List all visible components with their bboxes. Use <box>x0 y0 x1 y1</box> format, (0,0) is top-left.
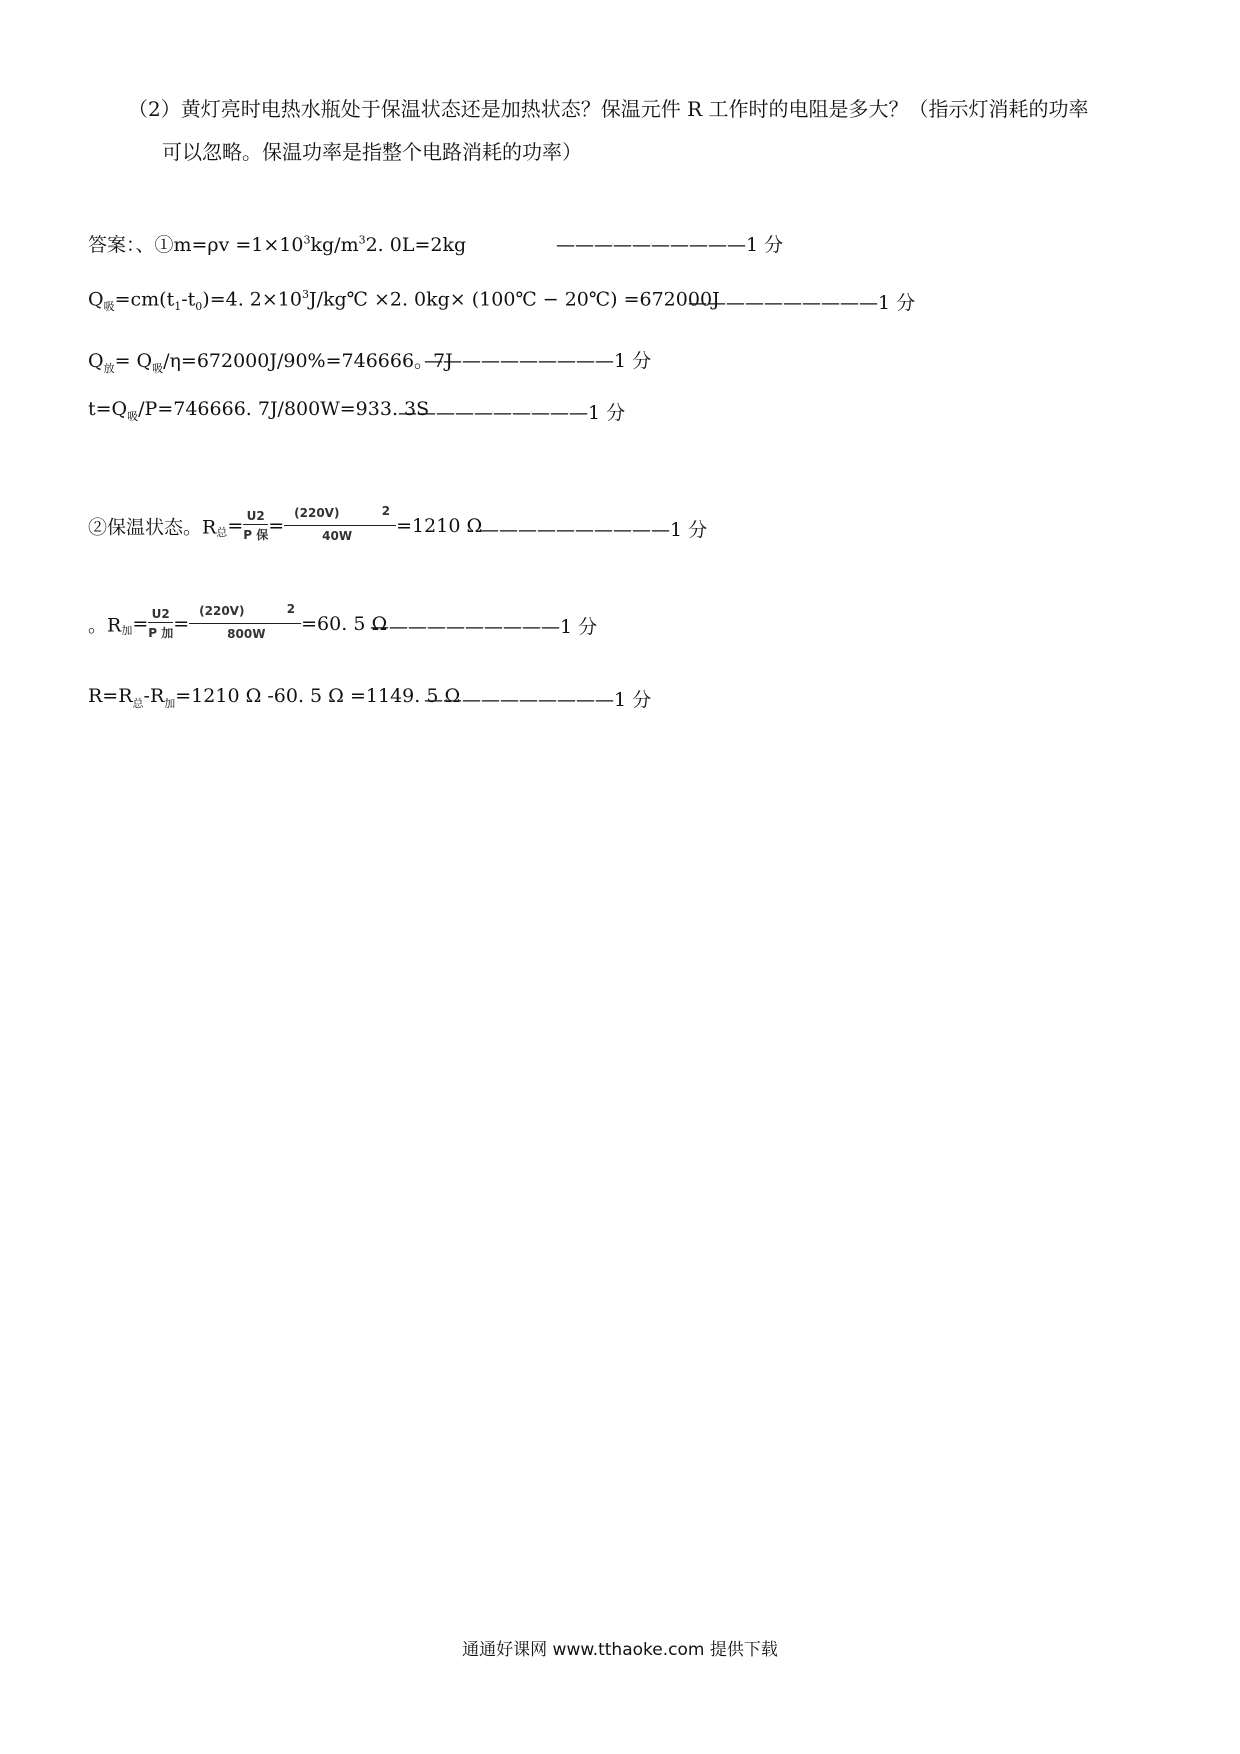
answer-time-line: $t=Q_吸/P=746666$. 7J/800W=933. 3S <box>88 398 430 423</box>
page-footer: 通通好课网 www.tthaoke.com 提供下载 <box>462 1640 778 1660</box>
score-mark-2: ——————————1 分 <box>688 292 916 314</box>
voltage-fraction: (220V) 2 800W <box>189 604 301 644</box>
answer-total-resistance-line: ②保温状态。$R_总=$ $\frac{U2}{\text{P 保}}$ = (220V) 2 40W =1210 Ω <box>88 506 482 550</box>
score-mark-3: ——————————1 分 <box>424 350 652 372</box>
question-line-1: （2）黄灯亮时电热水瓶处于保温状态还是加热状态？保温元件 R 工作时的电阻是多大？（指示灯消耗的功率 <box>128 97 1089 121</box>
voltage-fraction: (220V) 2 40W <box>284 506 396 546</box>
question-line-2: 可以忽略。保温功率是指整个电路消耗的功率） <box>162 140 582 164</box>
answer-heat-absorbed-line: $Q_吸=cm(t_1-t_0)=4$. $2\times 10^3J/kg℃ \times 2$. 0kg× (100℃ − 20℃) =672000J <box>88 288 720 314</box>
answer-heat-released-line: $Q_放= Q_吸/\eta=672000J/90\%=746666$。7J <box>88 350 453 375</box>
answer-element-resistance-line: $R=R_总-R_加=1210$ Ω -60. 5 Ω =1149. 5 Ω <box>88 685 461 710</box>
answer-mass-line: 答案：、①m=ρv $=1\times 10^3kg/m^32$. 0L=2kg <box>88 233 467 256</box>
power-fraction: $\frac{U2}{\text{P 保}}$ <box>243 509 269 542</box>
score-mark-7: ——————————1 分 <box>424 689 652 711</box>
score-mark-5: ——————————1 分 <box>480 519 708 541</box>
power-fraction: $\frac{U2}{\text{P 加}}$ <box>148 607 174 640</box>
answer-heating-resistance-line: 。$R_加=$ $\frac{U2}{\text{P 加}}$ = (220V) 2 800W =60. 5 Ω <box>88 604 387 648</box>
score-mark-6: ——————————1 分 <box>370 616 598 638</box>
score-mark-4: ——————————1 分 <box>398 402 626 424</box>
score-mark-1: ——————————1 分 <box>556 234 784 256</box>
